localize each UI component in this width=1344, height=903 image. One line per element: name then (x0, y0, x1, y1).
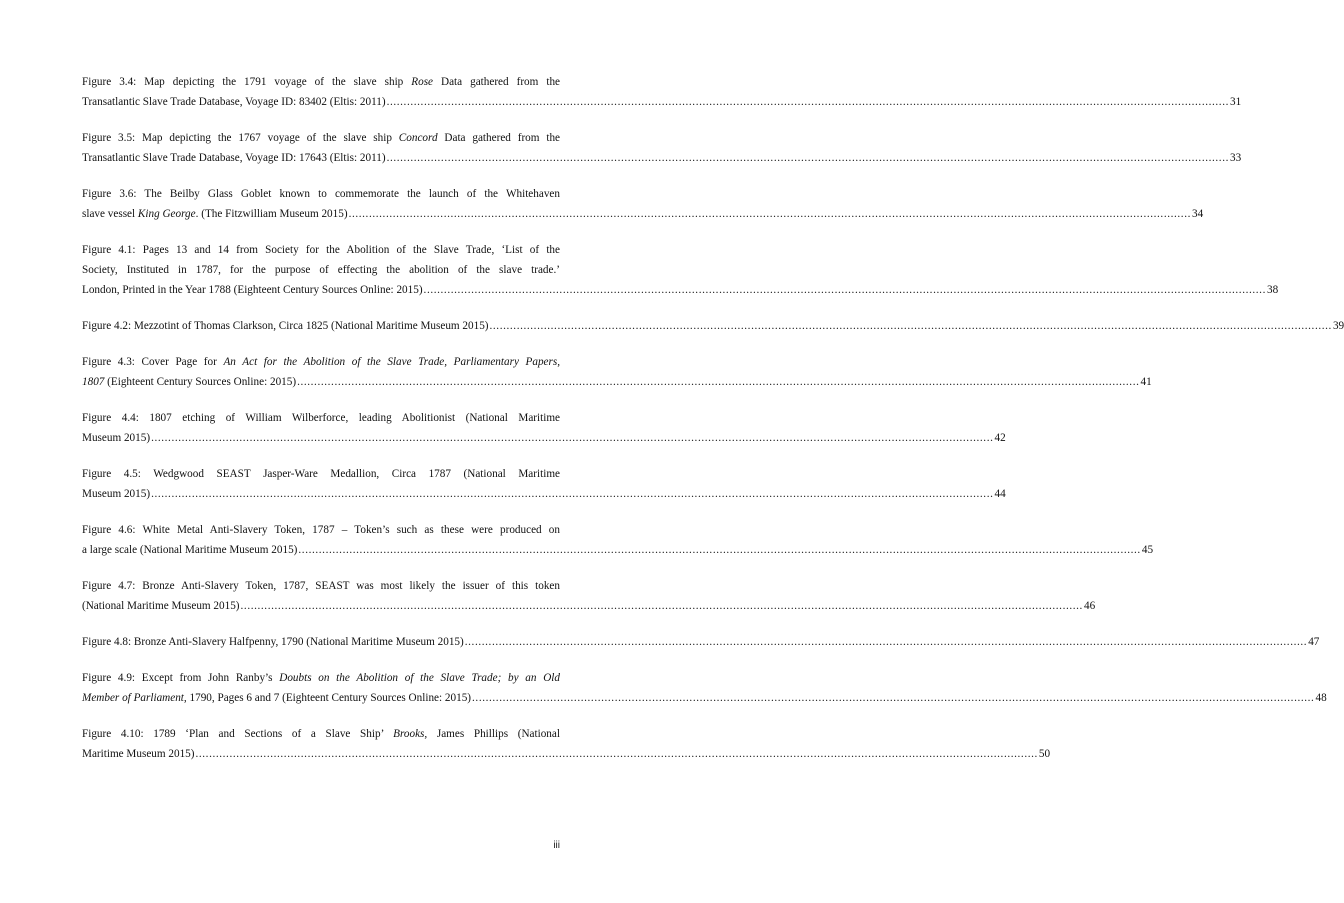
entry-text: 1807 (82, 376, 105, 388)
toc-entry-fig-4-10[interactable] (82, 724, 1051, 764)
dot-leader (298, 540, 1140, 560)
entry-page-number: 50 (1038, 748, 1051, 760)
entry-text: Maritime Museum 2015) (82, 748, 195, 760)
entry-text: Figure 3.4: Map depicting the 1791 voyage of the slave ship (82, 76, 412, 88)
toc-entry-fig-3-6[interactable] (82, 184, 1204, 224)
toc-entry-fig-4-4[interactable] (82, 408, 1006, 448)
entry-page-number: 42 (994, 432, 1006, 444)
entry-last-line (82, 484, 1006, 504)
entry-text: Figure 3.6: The Beilby Glass Goblet known to commemorate the launch of the Whitehaven (82, 188, 560, 200)
entry-page-number: 33 (1230, 152, 1242, 164)
entry-page-number: 47 (1308, 636, 1320, 648)
entry-last-line (82, 280, 1279, 300)
entry-caption (82, 316, 489, 336)
dot-leader (195, 744, 1037, 764)
entry-text: Society, Instituted in 1787, for the purpose of effecting the abolition of the slave trade.’ (82, 264, 560, 276)
entry-caption (82, 744, 194, 764)
entry-text: Figure 4.8: Bronze Anti-Slavery Halfpenny, 1790 (National Maritime Museum 2015) (82, 636, 464, 648)
entry-last-line (82, 632, 1320, 652)
entry-page-number: 41 (1140, 376, 1152, 388)
entry-text: Rose (411, 76, 434, 88)
dot-leader (387, 92, 1229, 112)
entry-text: Figure 4.5: Wedgwood SEAST Jasper-Ware Medallion, Circa 1787 (National Maritime (82, 468, 560, 480)
toc-entry-fig-4-6[interactable] (82, 520, 1154, 560)
entry-text: Member of Parliament, (82, 692, 187, 704)
entry-caption (82, 632, 464, 652)
entry-text: Transatlantic Slave Trade Database, Voyage ID: 17643 (Eltis: 2011) (82, 152, 386, 164)
entry-last-line (82, 148, 1242, 168)
entry-line (82, 576, 560, 596)
entry-text: . (The Fitzwilliam Museum 2015) (195, 208, 348, 220)
entry-last-line (82, 428, 1006, 448)
entry-page-number: 46 (1083, 600, 1096, 612)
entry-last-line (82, 316, 1344, 336)
entry-caption (82, 596, 240, 616)
entry-text: Transatlantic Slave Trade Database, Voyage ID: 83402 (Eltis: 2011) (82, 96, 386, 108)
entry-text: slave vessel (82, 208, 138, 220)
entry-text: 1790, Pages 6 and 7 (Eighteent Century Sources Online: 2015) (186, 692, 472, 704)
entry-text: Doubts on the Abolition of the Slave Trade; by an Old (279, 672, 560, 684)
entry-text: Museum 2015) (82, 432, 151, 444)
entry-text: Figure 4.1: Pages 13 and 14 from Society for the Abolition of the Slave Trade, ‘List of the (82, 244, 560, 256)
entry-caption (82, 688, 471, 708)
entry-last-line (82, 688, 1327, 708)
toc-entry-fig-4-2[interactable] (82, 316, 1344, 336)
entry-text: Data gathered from the (433, 76, 561, 88)
entry-line (82, 184, 560, 204)
entry-page-number: 45 (1141, 544, 1154, 556)
dot-leader (349, 204, 1191, 224)
entry-page-number: 38 (1266, 284, 1279, 296)
entry-text: Figure 4.2: Mezzotint of Thomas Clarkson, Circa 1825 (National Maritime Museum 2015) (82, 320, 489, 332)
dot-leader (424, 280, 1266, 300)
dot-leader (387, 148, 1229, 168)
entry-line (82, 72, 560, 92)
dot-leader (241, 596, 1083, 616)
entry-line (82, 408, 560, 428)
dot-leader (490, 316, 1332, 336)
toc-entry-fig-4-5[interactable] (82, 464, 1006, 504)
entry-last-line (82, 372, 1152, 392)
entry-page-number: 34 (1192, 208, 1204, 220)
entry-line (82, 668, 560, 688)
entry-caption (82, 372, 296, 392)
entry-text: Museum 2015) (82, 488, 151, 500)
entry-text: London, Printed in the Year 1788 (Eighteent Century Sources Online: 2015) (82, 284, 423, 296)
toc-entry-fig-3-5[interactable] (82, 128, 1242, 168)
entry-text: Figure 4.3: Cover Page for (82, 356, 224, 368)
dot-leader (151, 428, 993, 448)
dot-leader (472, 688, 1314, 708)
entry-text: (Eighteent Century Sources Online: 2015) (104, 376, 297, 388)
entry-page-number: 44 (994, 488, 1006, 500)
entry-line (82, 352, 560, 372)
entry-last-line (82, 540, 1154, 560)
entry-text: Concord (398, 132, 438, 144)
entry-page-number: 31 (1230, 96, 1242, 108)
entry-text: (National Maritime Museum 2015) (82, 600, 240, 612)
entry-caption (82, 148, 386, 168)
entry-line (82, 520, 560, 540)
entry-last-line (82, 744, 1051, 764)
toc-entry-fig-4-1[interactable] (82, 240, 1279, 300)
entry-line (82, 240, 560, 260)
entry-text: An Act for the Abolition of the Slave Trade, Parliamentary Papers, (223, 356, 561, 368)
entry-text: Figure 4.10: 1789 ‘Plan and Sections of a Slave Ship’ (82, 728, 394, 740)
entry-page-number: 39 (1332, 320, 1344, 332)
entry-text: Data gathered from the (437, 132, 560, 144)
entry-line (82, 260, 560, 280)
entry-text: Figure 4.7: Bronze Anti-Slavery Token, 1787, SEAST was most likely the issuer of this token (82, 580, 560, 592)
list-of-figures (82, 72, 1344, 780)
entry-last-line (82, 596, 1096, 616)
toc-entry-fig-4-9[interactable] (82, 668, 1327, 708)
entry-page-number: 48 (1315, 692, 1327, 704)
dot-leader (297, 372, 1139, 392)
entry-caption (82, 92, 386, 112)
entry-last-line (82, 92, 1242, 112)
entry-line (82, 128, 560, 148)
entry-text: Figure 3.5: Map depicting the 1767 voyage of the slave ship (82, 132, 399, 144)
entry-text: Figure 4.4: 1807 etching of William Wilberforce, leading Abolitionist (National Maritime (82, 412, 560, 424)
entry-text: Brooks, (393, 728, 428, 740)
dot-leader (151, 484, 993, 504)
entry-text: Figure 4.6: White Metal Anti-Slavery Token, 1787 – Token’s such as these were produced on (82, 524, 560, 536)
entry-line (82, 724, 560, 744)
dot-leader (465, 632, 1307, 652)
entry-caption (82, 280, 423, 300)
entry-last-line (82, 204, 1204, 224)
toc-entry-fig-4-3[interactable] (82, 352, 1152, 392)
entry-caption (82, 484, 150, 504)
toc-entry-fig-3-4[interactable] (82, 72, 1242, 112)
entry-caption (82, 204, 348, 224)
entry-text: Figure 4.9: Except from John Ranby’s (82, 672, 280, 684)
toc-entry-fig-4-7[interactable] (82, 576, 1096, 616)
toc-entry-fig-4-8[interactable] (82, 632, 1320, 652)
entry-caption (82, 428, 150, 448)
entry-line (82, 464, 560, 484)
page-number: iii (553, 840, 560, 851)
entry-text: a large scale (National Maritime Museum 2015) (82, 544, 298, 556)
entry-text: King George (137, 208, 196, 220)
entry-text: James Phillips (National (427, 728, 560, 740)
entry-caption (82, 540, 297, 560)
